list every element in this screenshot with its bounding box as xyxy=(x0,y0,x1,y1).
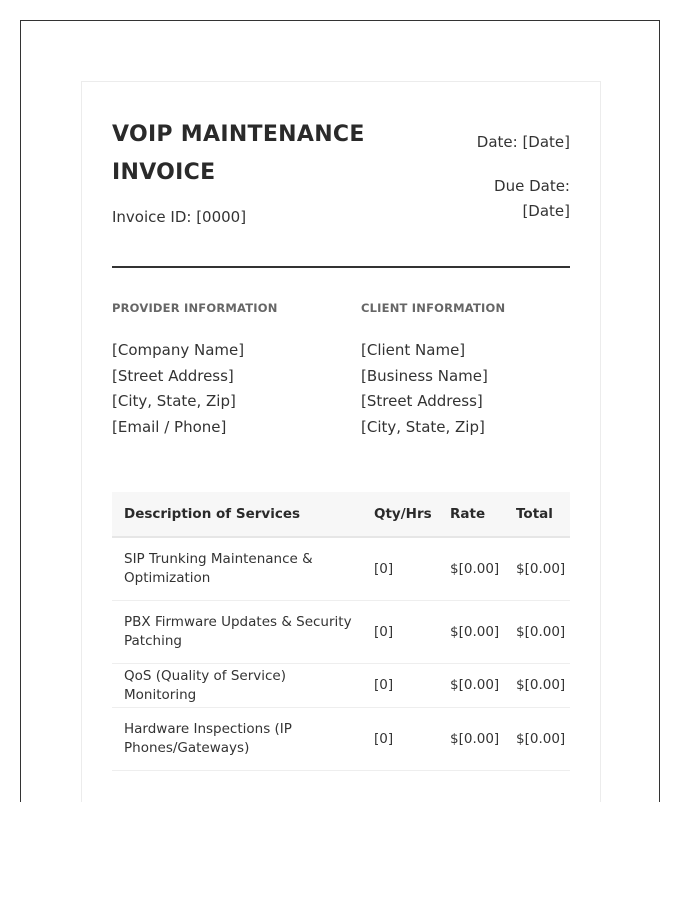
table-row xyxy=(112,601,570,664)
row-qty: [0] xyxy=(362,664,438,708)
provider-information xyxy=(112,300,342,440)
invoice-dates xyxy=(430,132,570,224)
row-total: $[0.00] xyxy=(504,537,570,601)
client-address xyxy=(361,338,591,440)
provider-street-address: [Street Address] xyxy=(112,366,234,385)
row-description: QoS (Quality of Service) Monitoring xyxy=(112,664,362,708)
invoice-date: Date: [Date] xyxy=(476,133,570,151)
table-row xyxy=(112,537,570,601)
row-total: $[0.00] xyxy=(504,708,570,771)
row-total: $[0.00] xyxy=(504,664,570,708)
header-divider xyxy=(112,266,570,268)
provider-company-name: [Company Name] xyxy=(112,341,245,359)
services-table xyxy=(112,492,570,771)
client-city-state-zip: [City, State, Zip] xyxy=(361,417,485,436)
row-qty: [0] xyxy=(362,601,438,664)
client-name: [Client Name] xyxy=(361,341,466,359)
row-rate: $[0.00] xyxy=(438,664,504,708)
header-qty: Qty/Hrs xyxy=(362,492,438,537)
header-total: Total xyxy=(504,492,570,537)
row-qty: [0] xyxy=(362,708,438,771)
table-row xyxy=(112,664,570,708)
table-header-row xyxy=(112,492,570,537)
client-information xyxy=(361,300,591,440)
header-description: Description of Services xyxy=(112,492,362,537)
row-qty: [0] xyxy=(362,537,438,601)
table-row xyxy=(112,708,570,771)
row-description: PBX Firmware Updates & Security Patching xyxy=(112,601,362,664)
row-total: $[0.00] xyxy=(504,601,570,664)
due-date-block xyxy=(430,174,570,224)
client-business-name: [Business Name] xyxy=(361,366,488,385)
row-description: SIP Trunking Maintenance & Optimization xyxy=(112,537,362,601)
due-date-label: Due Date: xyxy=(494,177,570,195)
invoice-id: Invoice ID: [0000] xyxy=(112,208,247,226)
provider-label: PROVIDER INFORMATION xyxy=(112,301,278,315)
invoice-sheet xyxy=(81,81,601,802)
row-description: Hardware Inspections (IP Phones/Gateways) xyxy=(112,708,362,771)
row-rate: $[0.00] xyxy=(438,537,504,601)
provider-address xyxy=(112,338,342,440)
provider-city-state-zip: [City, State, Zip] xyxy=(112,392,236,410)
row-rate: $[0.00] xyxy=(438,708,504,771)
due-date-value: [Date] xyxy=(522,202,570,220)
client-street-address: [Street Address] xyxy=(361,392,483,410)
header-rate: Rate xyxy=(438,492,504,537)
provider-email-phone: [Email / Phone] xyxy=(112,417,227,436)
invoice-title: VOIP MAINTENANCE INVOICE xyxy=(112,122,365,185)
client-label: CLIENT INFORMATION xyxy=(361,301,506,315)
row-rate: $[0.00] xyxy=(438,601,504,664)
